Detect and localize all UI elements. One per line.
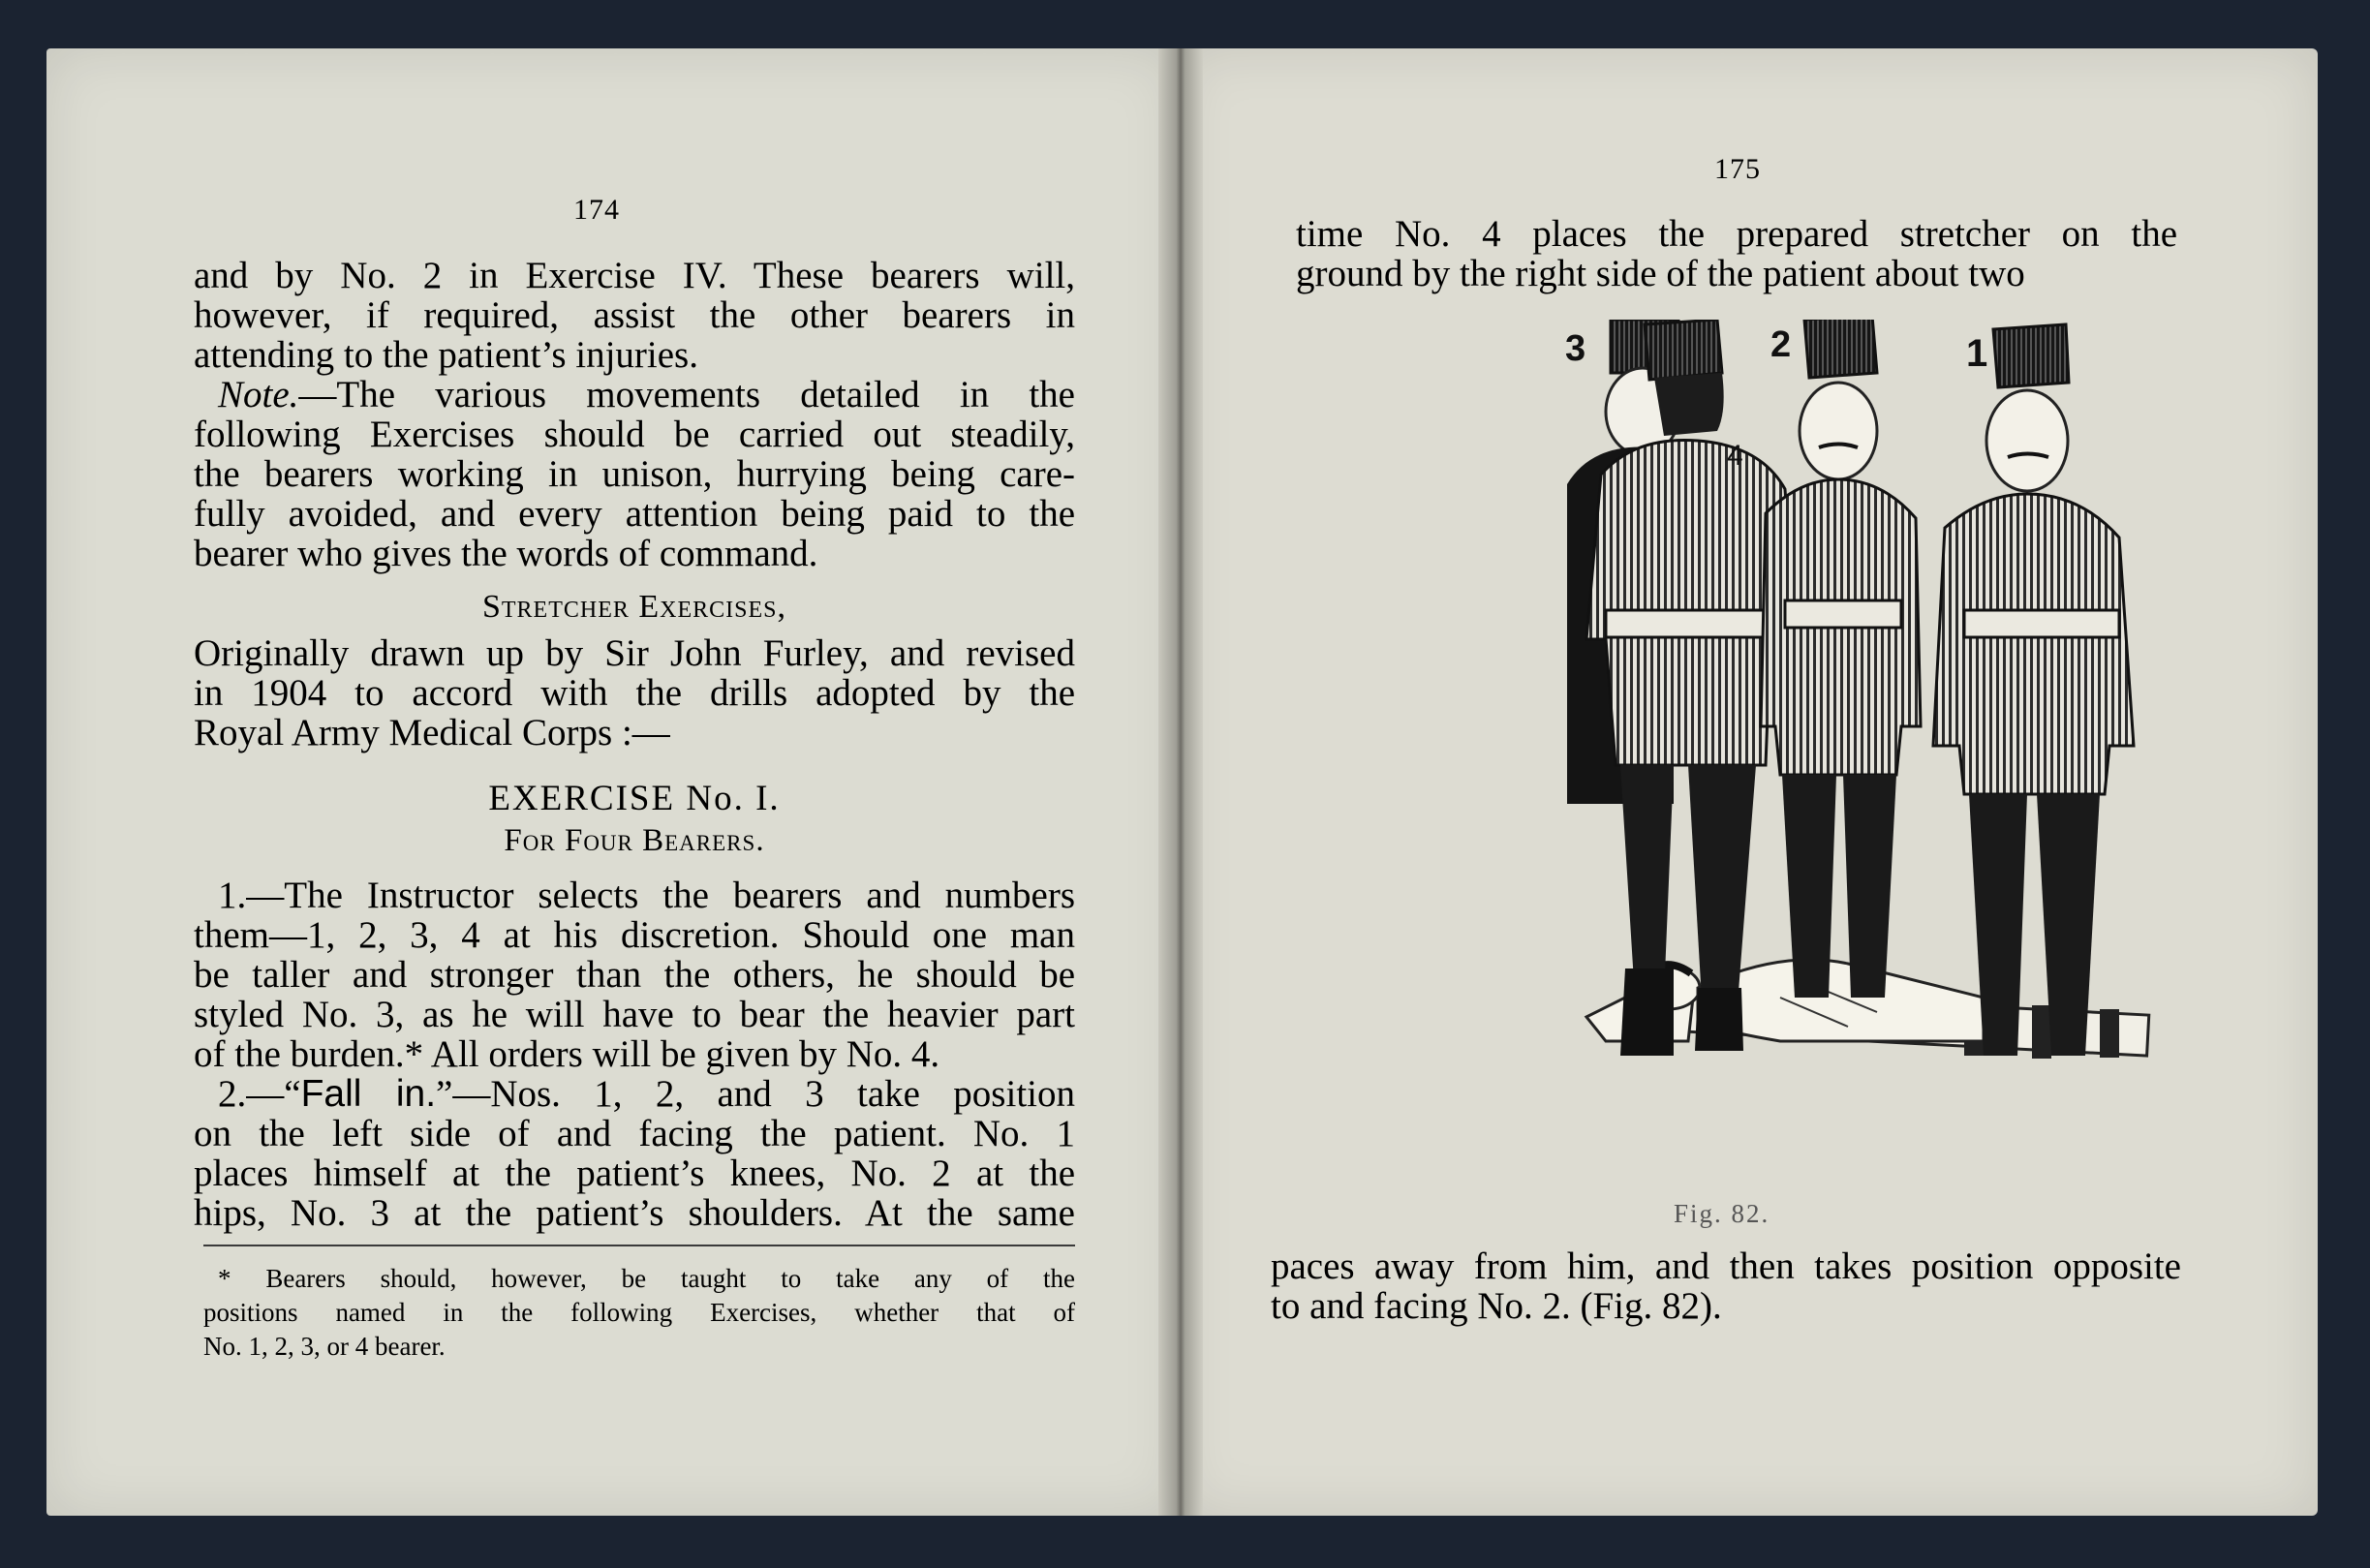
note-line bbox=[218, 376, 1075, 414]
figure-label-1: 1 bbox=[1966, 332, 1988, 375]
footnote-rule bbox=[203, 1245, 1075, 1246]
body-line: however, if required, assist the other bearers in bbox=[194, 294, 1075, 336]
body-line: the bearers working in unison, hurrying being care- bbox=[194, 453, 1075, 495]
body-line: time No. 4 places the prepared stretcher on the bbox=[1296, 213, 2177, 255]
stretcher-illustration bbox=[1528, 320, 2170, 1184]
body-line: attending to the patient’s injuries. bbox=[194, 334, 698, 376]
body-line: hips, No. 3 at the patient’s shoulders. At the same bbox=[194, 1192, 1075, 1234]
body-line: them—1, 2, 3, 4 at his discretion. Should one man bbox=[194, 914, 1075, 956]
body-line: places himself at the patient’s knees, No. 2 at the bbox=[194, 1153, 1075, 1194]
body-line: on the left side of and facing the patient. No. 1 bbox=[194, 1113, 1075, 1154]
section-heading: Stretcher Exercises, bbox=[481, 589, 787, 625]
body-line: to and facing No. 2. (Fig. 82). bbox=[1271, 1285, 1722, 1327]
footnote-line: No. 1, 2, 3, or 4 bearer. bbox=[203, 1332, 446, 1361]
exercise-subheading: For Four Bearers. bbox=[504, 823, 765, 858]
figure-caption: Fig. 82. bbox=[1674, 1199, 1770, 1228]
step2-rest: ”—Nos. 1, 2, and 3 take position bbox=[436, 1073, 1075, 1115]
exercise-heading: EXERCISE No. I. bbox=[488, 779, 781, 818]
body-line: and by No. 2 in Exercise IV. These bearers will, bbox=[194, 255, 1075, 296]
body-line: following Exercises should be carried out steadily, bbox=[194, 414, 1075, 455]
body-line: styled No. 3, as he will have to bear the heavier part bbox=[194, 994, 1075, 1035]
step2-line bbox=[218, 1075, 1075, 1113]
left-page-number: 174 bbox=[573, 194, 620, 226]
body-line: bearer who gives the words of command. bbox=[194, 533, 818, 574]
bearer-1-figure bbox=[1933, 324, 2134, 1056]
bearer-2-figure bbox=[1761, 320, 1921, 998]
body-line: 1.—The Instructor selects the bearers and numbers bbox=[218, 875, 1075, 916]
body-line: fully avoided, and every attention being paid to the bbox=[194, 493, 1075, 535]
figure-label-2: 2 bbox=[1770, 324, 1792, 365]
body-line: ground by the right side of the patient about two bbox=[1296, 253, 2025, 294]
body-line: be taller and stronger than the others, he should be bbox=[194, 954, 1075, 996]
note-label: Note. bbox=[218, 374, 299, 415]
book-gutter bbox=[1158, 48, 1203, 1516]
body-line: in 1904 to accord with the drills adopted by the bbox=[194, 672, 1075, 714]
figure-label-3: 3 bbox=[1565, 328, 1586, 369]
note-text: —The various movements detailed in the bbox=[298, 374, 1075, 415]
footnote-line: * Bearers should, however, be taught to take any of the bbox=[218, 1264, 1075, 1293]
body-line: paces away from him, and then takes position opposite bbox=[1271, 1245, 2181, 1287]
body-line: Originally drawn up by Sir John Furley, and revised bbox=[194, 632, 1075, 674]
step2-prefix: 2.—“ bbox=[218, 1073, 301, 1115]
body-line: Royal Army Medical Corps :— bbox=[194, 712, 670, 753]
footnote-line: positions named in the following Exercises, whether that of bbox=[203, 1298, 1075, 1327]
step2-command: Fall in. bbox=[300, 1073, 437, 1115]
right-page-number: 175 bbox=[1714, 153, 1761, 185]
figure-label-4: 4 bbox=[1727, 440, 1743, 472]
body-line: of the burden.* All orders will be given by No. 4. bbox=[194, 1033, 940, 1075]
